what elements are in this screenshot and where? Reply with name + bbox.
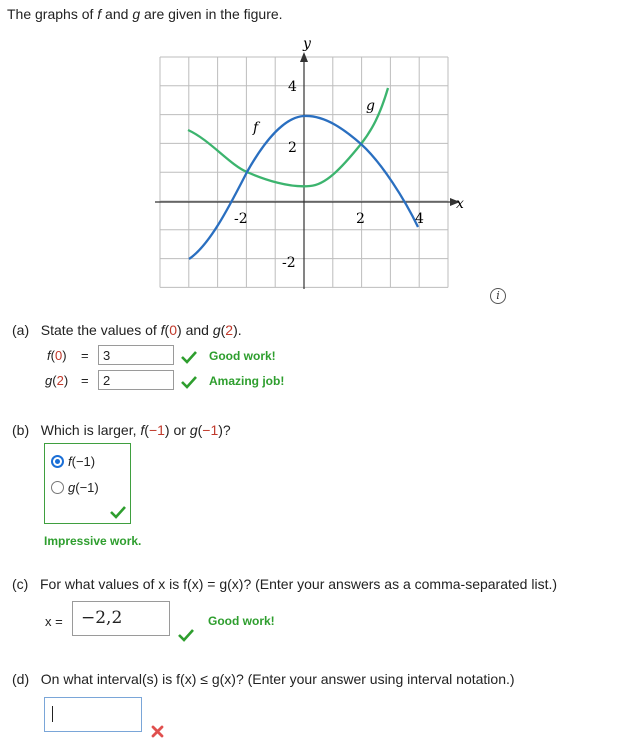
part-a-row2-equals: = — [81, 373, 89, 388]
intersection-input[interactable]: −2,2 — [72, 601, 170, 636]
error-x-icon — [151, 725, 164, 738]
part-a-row1-equals: = — [81, 348, 89, 363]
part-d-question: (d) On what interval(s) is f(x) ≤ g(x)? (Enter your answer using interval notation.) — [12, 671, 515, 687]
y-tick-4: 4 — [288, 79, 297, 95]
g2-input[interactable]: 2 — [98, 370, 174, 390]
curve-f-label: f — [253, 120, 259, 136]
check-icon — [180, 350, 198, 364]
x-tick-4: 4 — [415, 211, 424, 227]
part-b-question: (b) Which is larger, f(−1) or g(−1)? — [12, 422, 231, 438]
x-tick-2: 2 — [356, 211, 365, 227]
radio-f-neg1[interactable] — [51, 455, 64, 468]
part-c-feedback: Good work! — [208, 614, 275, 628]
part-a-row2-feedback: Amazing job! — [209, 374, 285, 388]
check-icon — [177, 628, 195, 642]
option-f-neg1-label[interactable]: f(−1) — [68, 454, 96, 469]
intro-text: The graphs of f and g are given in the figure. — [7, 6, 283, 22]
x-axis-label: x — [456, 196, 464, 212]
check-icon — [109, 505, 127, 519]
part-c-var-label: x = — [45, 614, 63, 629]
text-cursor — [52, 706, 53, 722]
y-tick-2: 2 — [288, 140, 297, 156]
radio-g-neg1[interactable] — [51, 481, 64, 494]
f0-input[interactable]: 3 — [98, 345, 174, 365]
function-graph — [150, 30, 480, 295]
part-a-row1-label: f(0) — [47, 348, 67, 363]
part-c-question: (c) For what values of x is f(x) = g(x)? (Enter your answers as a comma-separated list.) — [12, 576, 558, 592]
info-icon[interactable]: i — [490, 288, 506, 304]
part-b-feedback: Impressive work. — [44, 534, 142, 548]
interval-input[interactable] — [44, 697, 142, 732]
x-tick-neg2: -2 — [234, 211, 248, 227]
part-a-row2-label: g(2) — [45, 373, 69, 388]
curve-g-label: g — [366, 98, 375, 114]
option-g-neg1-label[interactable]: g(−1) — [68, 480, 99, 495]
part-a-question: (a) State the values of f(0) and g(2). — [12, 322, 242, 338]
check-icon — [180, 375, 198, 389]
y-tick-neg2: -2 — [282, 255, 296, 271]
part-a-row1-feedback: Good work! — [209, 349, 276, 363]
y-axis-label: y — [303, 36, 311, 52]
